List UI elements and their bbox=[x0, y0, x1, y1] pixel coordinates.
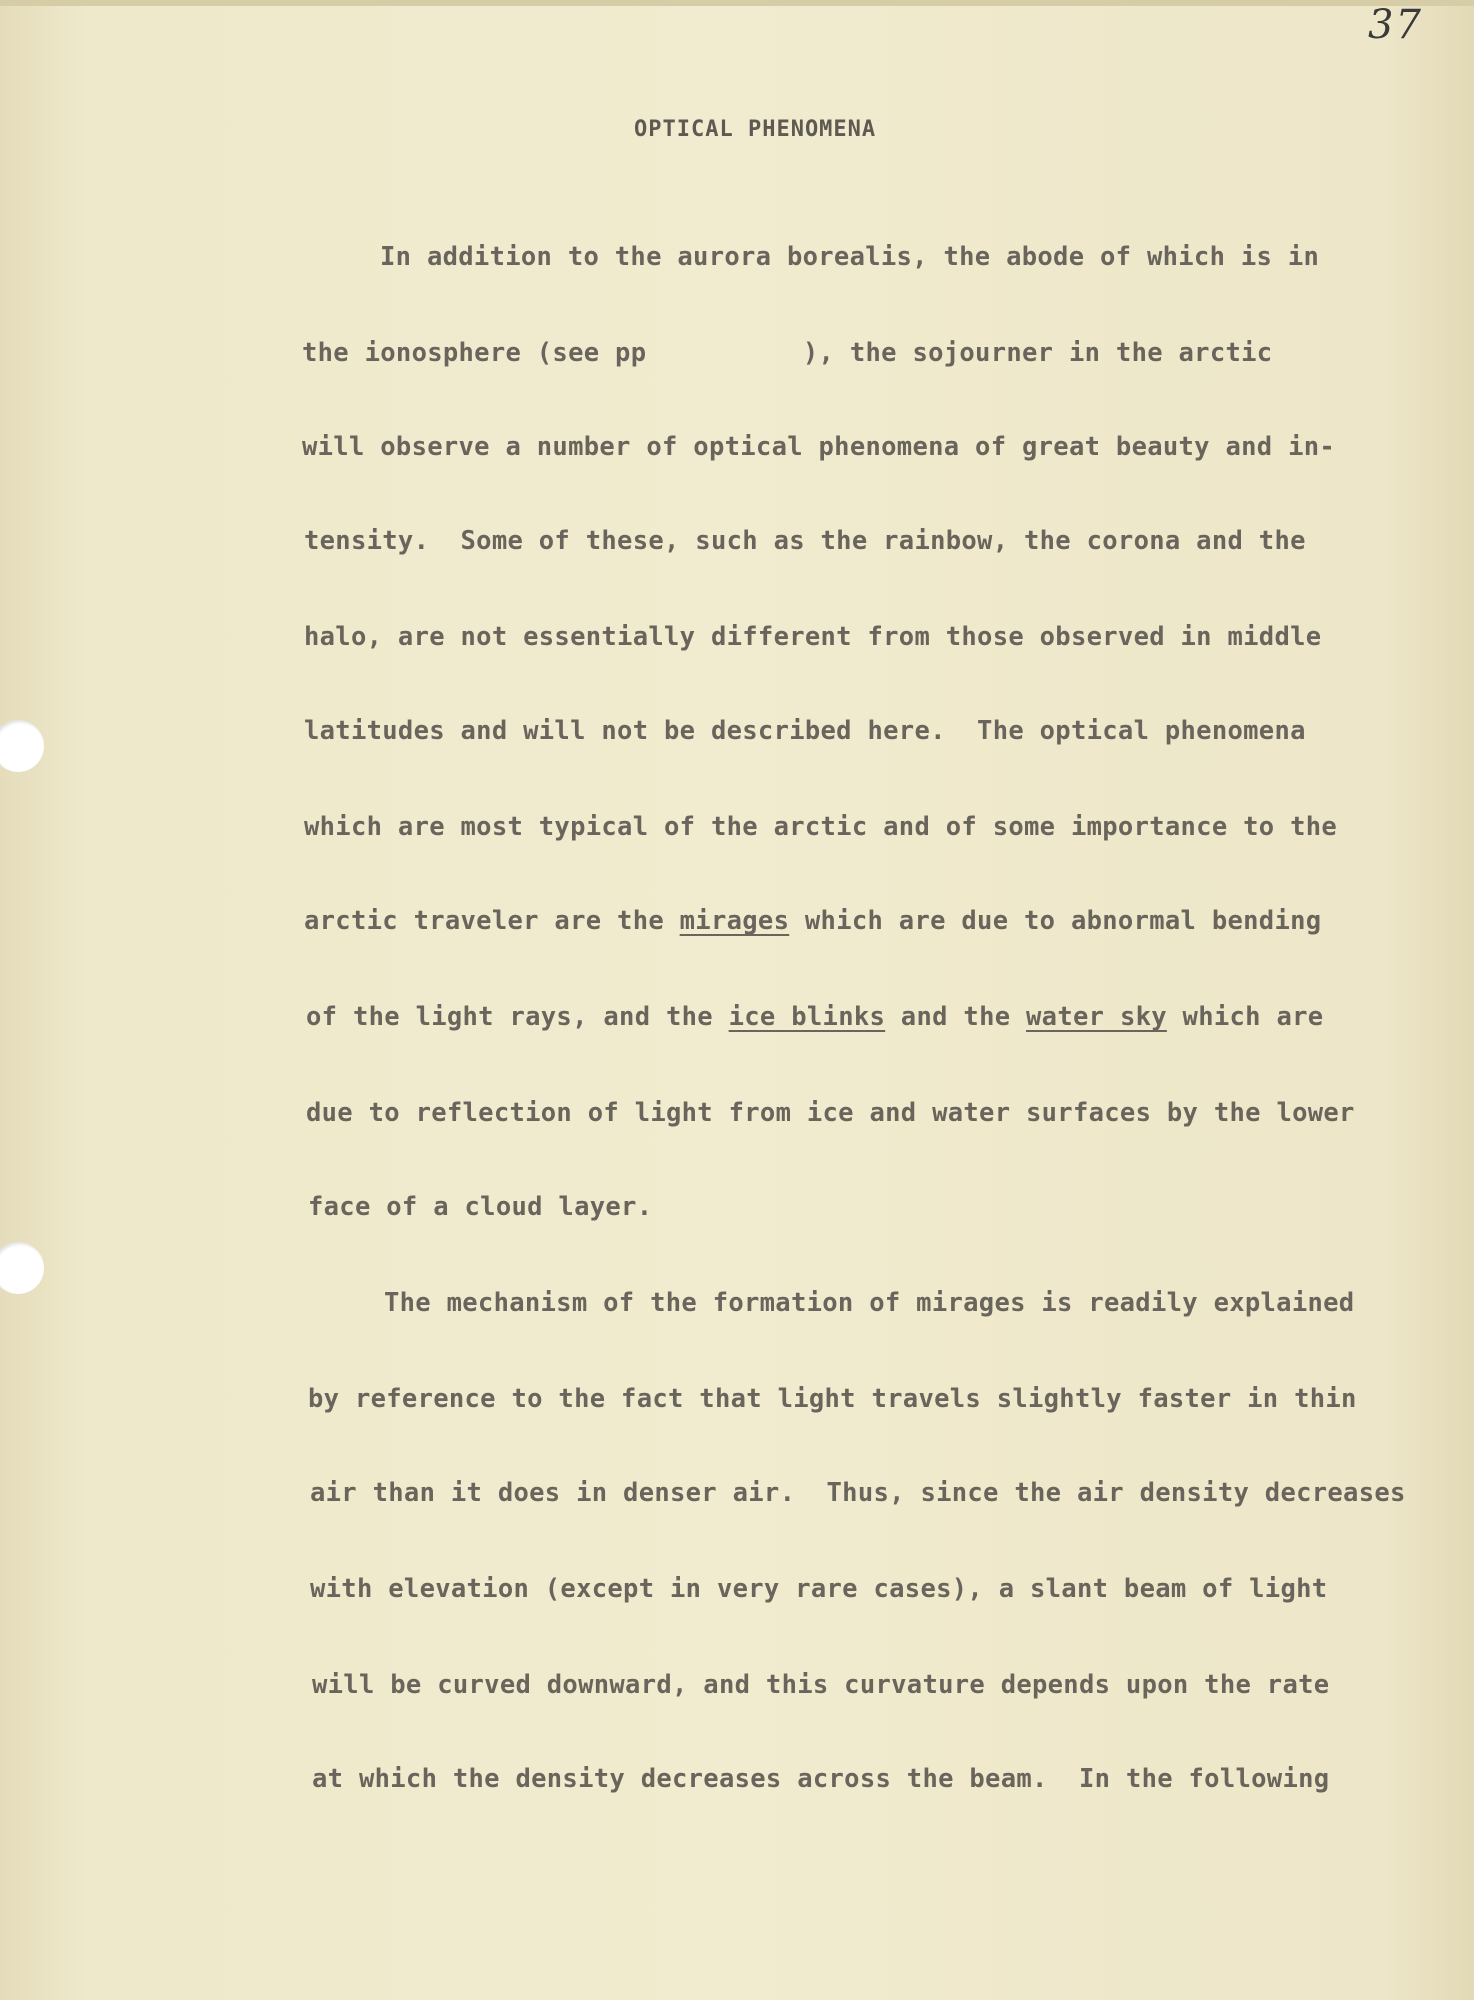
text-segment: latitudes and will not be described here. The optical phenomena bbox=[304, 716, 1306, 746]
text-line bbox=[308, 1192, 652, 1222]
text-line bbox=[308, 1384, 1357, 1414]
text-line bbox=[306, 1002, 1323, 1032]
text-segment: air than it does in denser air. Thus, since the air density decreases bbox=[310, 1478, 1406, 1508]
text-line bbox=[306, 1098, 1355, 1128]
text-segment: at which the density decreases across the beam. In the following bbox=[312, 1764, 1330, 1794]
text-line bbox=[304, 812, 1337, 842]
text-segment: due to reflection of light from ice and water surfaces by the lower bbox=[306, 1098, 1355, 1128]
text-segment: by reference to the fact that light travels slightly faster in thin bbox=[308, 1384, 1357, 1414]
text-segment: will observe a number of optical phenomena of great beauty and in- bbox=[302, 432, 1336, 462]
text-segment: which are most typical of the arctic and of some importance to the bbox=[304, 812, 1338, 842]
underlined-term: ice blinks bbox=[728, 1002, 886, 1032]
text-segment: The mechanism of the formation of mirages is readily explained bbox=[384, 1288, 1355, 1318]
text-line bbox=[304, 622, 1321, 652]
text-line bbox=[302, 432, 1335, 462]
text-line bbox=[312, 1764, 1329, 1794]
text-line bbox=[310, 1574, 1327, 1604]
text-line bbox=[302, 338, 1272, 368]
text-line bbox=[380, 242, 1319, 272]
text-line bbox=[304, 526, 1306, 556]
text-segment: face of a cloud layer. bbox=[308, 1192, 653, 1222]
text-segment: will be curved downward, and this curvature depends upon the rate bbox=[312, 1670, 1330, 1700]
punch-hole-icon bbox=[0, 720, 44, 772]
text-line bbox=[304, 906, 1321, 936]
text-line bbox=[384, 1288, 1354, 1318]
text-line bbox=[310, 1478, 1406, 1508]
top-edge bbox=[0, 0, 1474, 6]
text-line bbox=[304, 716, 1306, 746]
text-line bbox=[312, 1670, 1329, 1700]
text-segment: with elevation (except in very rare cases), a slant beam of light bbox=[310, 1574, 1328, 1604]
underlined-term: water sky bbox=[1026, 1002, 1167, 1032]
page-title: OPTICAL PHENOMENA bbox=[634, 117, 877, 142]
text-segment: In addition to the aurora borealis, the abode of which is in bbox=[380, 242, 1320, 272]
text-segment: of the light rays, and the bbox=[306, 1002, 729, 1032]
text-segment: the ionosphere (see pp ), the sojourner in the arctic bbox=[302, 338, 1273, 368]
text-segment: and the bbox=[885, 1002, 1027, 1032]
underlined-term: mirages bbox=[679, 906, 790, 936]
page-number: 37 bbox=[1368, 2, 1423, 48]
text-segment: which are due to abnormal bending bbox=[789, 906, 1322, 936]
text-segment: tensity. Some of these, such as the rainbow, the corona and the bbox=[304, 526, 1306, 556]
text-segment: halo, are not essentially different from those observed in middle bbox=[304, 622, 1322, 652]
punch-hole-icon bbox=[0, 1242, 44, 1294]
text-segment: arctic traveler are the bbox=[304, 906, 680, 936]
text-segment: which are bbox=[1166, 1002, 1324, 1032]
